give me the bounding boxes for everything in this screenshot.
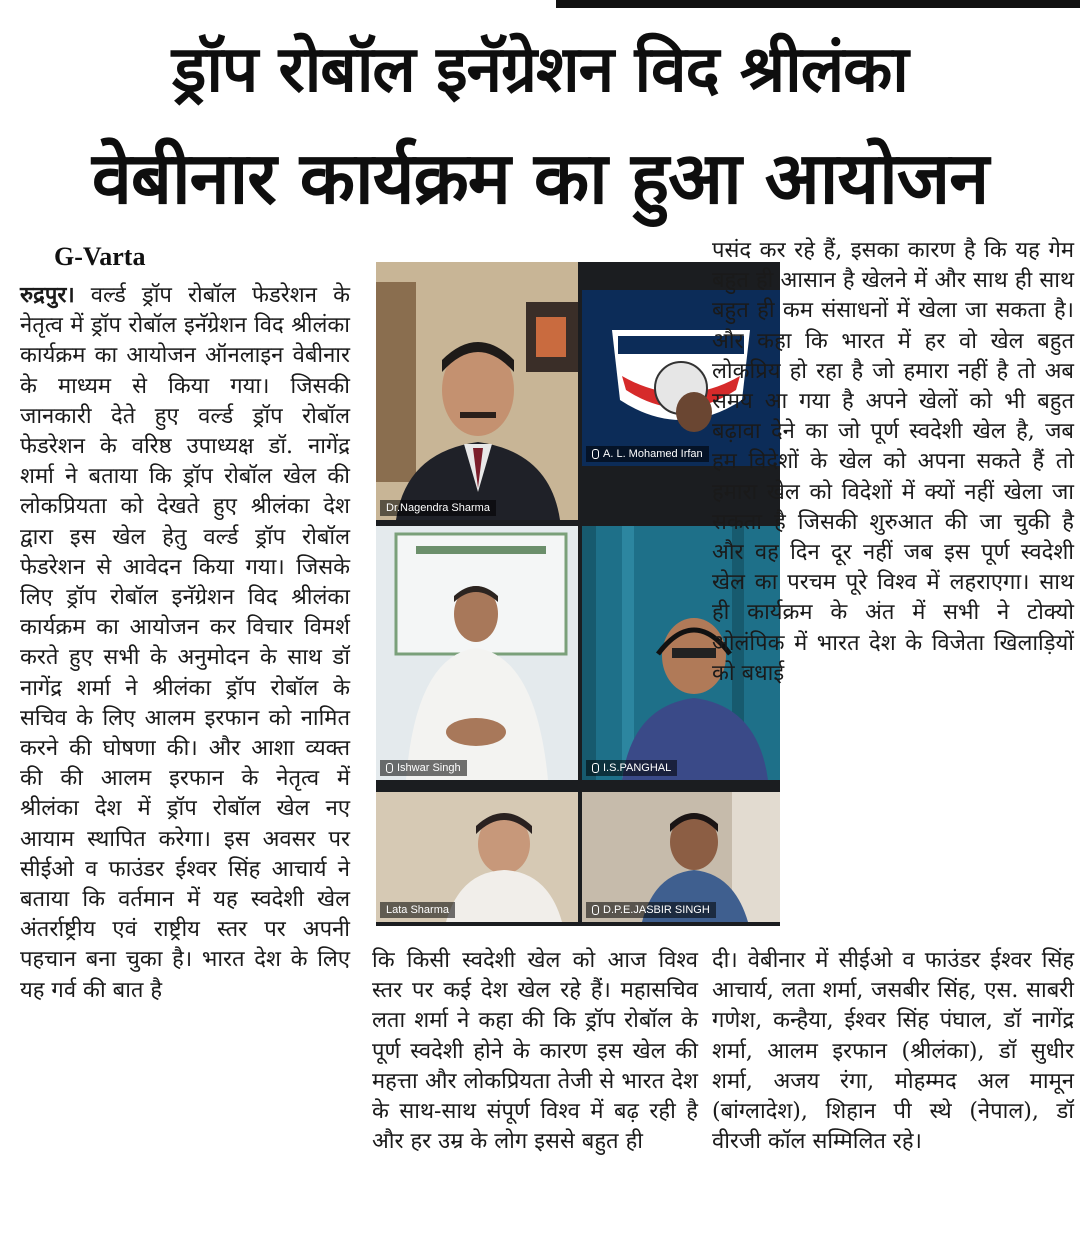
top-rule [556, 0, 1080, 8]
column-1-text: वर्ल्ड ड्रॉप रोबॉल फेडरेशन के नेतृत्व में ड्रॉप रोबॉल इनॅग्रेशन विद श्रीलंका कार्यक्रम का आयोजन ऑनलाइन वेबीनार के माध्यम से किया गया। जिसकी जानकारी देते हुए वर्ल्ड ड्रॉप रोबॉल फेडरेशन के वरिष्ठ उपाध्यक्ष डॉ. नागेंद्र शर्मा ने बताया कि ड्रॉप रोबॉल खेल की लोकप्रियता को देखते हुए श्रीलंका देश द्वारा इस खेल हेतु वर्ल्ड ड्रॉप रोबॉल फेडरेशन से आवेदन किया गया। जिसके लिए ड्रॉप रोबॉल इनॅग्रेशन विद श्रीलंका कार्यक्रम का आयोजन कर विचार विमर्श करते हुए सभी के अनुमोदन के साथ डॉ नागेंद्र शर्मा ने श्रीलंका ड्रॉप रोबॉल के सचिव के लिए आलम इरफान को नामित करने की घोषणा की। और आशा व्यक्त की की आलम इरफान के नेतृत्व में श्रीलंका देश में ड्रॉप रोबॉल खेल नए आयाम स्थापित करेगा। इस अवसर पर सीईओ व फाउंडर ईश्वर सिंह आचार्य ने बताया कि वर्तमान में यह स्वदेशी खेल अंतर्राष्ट्रीय एवं राष्ट्रीय स्तर पर अपनी पहचान बना चुका है। भारत देश के लिए यह गर्व की बात है [20, 283, 350, 1003]
mic-icon [386, 763, 393, 773]
column-3-text: पसंद कर रहे हैं, इसका कारण है कि यह गेम बहुत ही आसान है खेलने में और साथ ही साथ बहुत ही कम संसाधनों में खेला जा सकता है। और कहा कि भारत में हर वो खेल बहुत लोकप्रिय हो रहा है जो हमारा नहीं है तो अब समय आ गया है अपने खेलों को भी बहुत बढ़ावा देने का जो पूर्ण स्वदेशी खेल है, जब हम विदेशों के खेल को अपना सकते हैं तो हमारा खेल को विदेशों में क्यों नहीं खेला जा सकता है जिसकी शुरुआत की जा चुकी है और वह दिन दूर नहीं जब इस पूर्ण स्वदेशी खेल का परचम पूरे विश्व में लहराएगा। साथ ही कार्यक्रम के अंत में सभी ने टोक्यो ओलंपिक में भारत देश के विजेता खिलाड़ियों को बधाई [712, 238, 1074, 686]
mic-icon [592, 763, 599, 773]
video-tile-nagendra-sharma [376, 262, 578, 520]
article-column-3 [712, 236, 1074, 689]
participant-name: D.P.E.JASBIR SINGH [586, 902, 716, 918]
video-tile-image [376, 526, 578, 780]
video-tile-jasbir-singh [582, 792, 780, 922]
article-column-2 [372, 946, 698, 1157]
column-4-text: दी। वेबीनार में सीईओ व फाउंडर ईश्वर सिंह आचार्य, लता शर्मा, जसबीर सिंह, एस. साबरी गणेश, कन्हैया, ईश्वर सिंह पंघाल, डॉ नागेंद्र शर्मा, आलम इरफान (श्रीलंका), डॉ सुधीर शर्मा, अजय रंगा, मोहम्मद अल मामून (बांग्लादेश), शिहान पी स्थे (नेपाल), डॉ वीरजी कॉल सम्मिलित रहे। [712, 948, 1074, 1155]
mic-icon [592, 449, 599, 459]
video-tile-ishwar-singh [376, 526, 578, 780]
participant-name: Ishwar Singh [380, 760, 467, 776]
article-column-1 [20, 280, 350, 1006]
headline-line-1: ड्रॉप रोबॉल इनॅग्रेशन विद श्रीलंका [172, 33, 908, 107]
participant-name: A. L. Mohamed Irfan [586, 446, 709, 462]
participant-name: Lata Sharma [380, 902, 455, 918]
article-column-4 [712, 946, 1074, 1157]
video-tile-lata-sharma [376, 792, 578, 922]
byline: G-Varta [54, 242, 146, 271]
participant-name: I.S.PANGHAL [586, 760, 677, 776]
headline-line-2: वेबीनार कार्यक्रम का हुआ आयोजन [91, 136, 989, 220]
mic-icon [592, 905, 599, 915]
column-2-text: कि किसी स्वदेशी खेल को आज विश्व स्तर पर कई देश खेल रहे हैं। महासचिव लता शर्मा ने कहा की कि ड्रॉप रोबॉल के पूर्ण स्वदेशी होने के कारण इस खेल की महत्ता और लोकप्रियता तेजी से भारत देश के साथ-साथ संपूर्ण विश्व में बढ़ रही है और हर उम्र के लोग इससे बहुत ही [372, 948, 698, 1155]
video-tile-image [376, 262, 578, 520]
dateline-place: रुद्रपुर। [20, 282, 75, 308]
participant-name: Dr.Nagendra Sharma [380, 500, 496, 516]
